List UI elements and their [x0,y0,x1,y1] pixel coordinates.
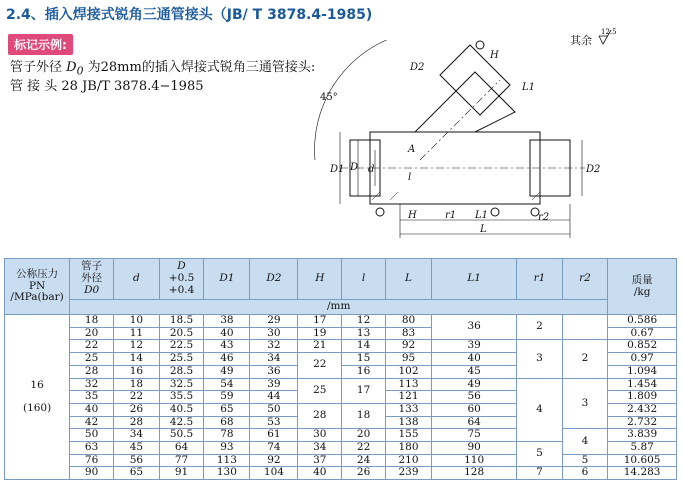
cell-L1: 40 [432,353,517,366]
cell-r1: 2 [517,315,563,340]
header-d: d [114,259,160,300]
header-r2: r2 [562,259,608,300]
cell-D1: 46 [204,353,250,366]
cell-d0: 40 [70,403,114,416]
cell-l: 16 [342,365,386,378]
cell-D: 32.5 [159,378,204,391]
cell-d0: 32 [70,378,114,391]
label-l1-bottom: L1 [475,210,489,221]
cell-D1: 43 [204,340,250,353]
cell-d0: 28 [70,365,114,378]
cell-mass: 0.97 [608,353,677,366]
table-row [5,340,677,353]
cell-D1: 93 [204,442,250,455]
cell-d0: 50 [70,429,114,442]
label-l: l [408,172,412,183]
cell-d: 22 [114,391,160,404]
table-row [5,467,677,480]
cell-L: 133 [385,403,431,416]
header-L1: L1 [432,259,517,300]
header-H: H [298,259,342,300]
cell-mass: 14.283 [608,467,677,480]
cell-d0: 20 [70,327,114,340]
cell-D2: 50 [250,403,298,416]
cell-l: 22 [342,442,386,455]
cell-L1: 39 [432,340,517,353]
cell-H: 37 [298,454,342,467]
spec-table [4,258,677,480]
cell-l: 13 [342,327,386,340]
cell-D2: 29 [250,315,298,328]
cell-D2: 32 [250,340,298,353]
label-h-top: H [490,50,499,61]
cell-D1: 59 [204,391,250,404]
cell-D: 91 [159,467,204,480]
cell-D: 22.5 [159,340,204,353]
example-sub: 0 [76,64,84,78]
cell-l: 17 [342,378,386,403]
cell-L: 210 [385,454,431,467]
table-row [5,378,677,391]
cell-l: 12 [342,315,386,328]
cell-d0: 25 [70,353,114,366]
cell-d: 56 [114,454,160,467]
cell-D: 40.5 [159,403,204,416]
roughness-label: 其余 [570,34,592,47]
cell-d0: 22 [70,340,114,353]
cell-mass: 2.732 [608,416,677,429]
cell-D2: 39 [250,378,298,391]
cell-d: 45 [114,442,160,455]
label-angle: 45° [320,92,338,103]
cell-H: 34 [298,442,342,455]
cell-L: 138 [385,416,431,429]
cell-D: 20.5 [159,327,204,340]
cell-r2: 4 [562,429,608,454]
cell-D2: 34 [250,353,298,366]
cell-L: 83 [385,327,431,340]
label-d: D [350,162,359,173]
cell-D2: 36 [250,365,298,378]
cell-d0: 63 [70,442,114,455]
cell-D2: 92 [250,454,298,467]
cell-L: 95 [385,353,431,366]
cell-D2: 104 [250,467,298,480]
cell-mass: 1.809 [608,391,677,404]
cell-d: 11 [114,327,160,340]
cell-L1: 45 [432,365,517,378]
cell-L: 102 [385,365,431,378]
cell-L: 113 [385,378,431,391]
cell-D1: 113 [204,454,250,467]
cell-r2-empty [562,315,608,340]
cell-r1: 4 [517,378,563,442]
cell-D: 18.5 [159,315,204,328]
cell-D1: 38 [204,315,250,328]
header-r1: r1 [517,259,563,300]
label-d2-top: D2 [410,62,425,73]
label-l-bottom: L [480,224,487,235]
header-d0: 管子 外径 D0 [70,259,114,300]
cell-L1: 56 [432,391,517,404]
cell-d: 34 [114,429,160,442]
cell-d0: 90 [70,467,114,480]
example-suffix: 为28mm的插入焊接式锐角三通管接头: [87,60,316,75]
section-title: 2.4、插入焊接式锐角三通管接头（JB/ T 3878.4-1985) [6,7,373,23]
cell-L1: 128 [432,467,517,480]
cell-L1: 60 [432,403,517,416]
header-mass: 质量 /kg [608,259,677,315]
cell-d: 12 [114,340,160,353]
cell-l: 24 [342,454,386,467]
cell-D1: 49 [204,365,250,378]
label-l1-top: L1 [522,82,536,93]
label-d2-right: D2 [586,164,600,175]
cell-H: 28 [298,403,342,428]
header-D1: D1 [204,259,250,300]
cell-D2: 74 [250,442,298,455]
cell-d: 14 [114,353,160,366]
cell-L: 92 [385,340,431,353]
header-unit-mm: /mm [70,300,608,315]
table-row [5,429,677,442]
cell-l: 14 [342,340,386,353]
header-pn: 公称压力 PN /MPa(bar) [5,259,70,315]
cell-d0: 76 [70,454,114,467]
cell-L: 121 [385,391,431,404]
cell-D1: 65 [204,403,250,416]
cell-d0: 18 [70,315,114,328]
cell-l: 18 [342,403,386,428]
example-line-2: 管 接 头 28 JB/T 3878.4−1985 [10,79,204,94]
pn-value: 16 (160) [5,315,70,480]
cell-r2: 5 [562,454,608,467]
cell-mass: 1.454 [608,378,677,391]
cell-L1: 36 [432,315,517,340]
cell-D: 28.5 [159,365,204,378]
header-L: L [385,259,431,300]
cell-H: 17 [298,315,342,328]
cell-d0: 35 [70,391,114,404]
cell-d0: 42 [70,416,114,429]
cell-D2: 61 [250,429,298,442]
cell-D1: 130 [204,467,250,480]
cell-L1: 90 [432,442,517,455]
cell-d: 18 [114,378,160,391]
cell-r1: 5 [517,442,563,467]
label-small-d: d [368,164,375,175]
cell-L: 180 [385,442,431,455]
cell-l: 15 [342,353,386,366]
cell-mass: 1.094 [608,365,677,378]
cell-r1: 7 [517,467,563,480]
cell-L1: 75 [432,429,517,442]
cell-D1: 54 [204,378,250,391]
cell-D: 25.5 [159,353,204,366]
cell-H: 25 [298,378,342,403]
cell-mass: 0.67 [608,327,677,340]
cell-D1: 78 [204,429,250,442]
cell-d: 26 [114,403,160,416]
header-D: D +0.5 +0.4 [159,259,204,300]
cell-D2: 30 [250,327,298,340]
cell-L: 239 [385,467,431,480]
fitting-drawing [300,40,600,250]
cell-d: 16 [114,365,160,378]
cell-d: 10 [114,315,160,328]
cell-r2: 3 [562,378,608,429]
cell-d: 28 [114,416,160,429]
cell-D2: 53 [250,416,298,429]
marking-example-badge: 标记示例: [8,34,73,55]
roughness-value: 12.5 [601,28,617,36]
table-row [5,454,677,467]
label-d1: D1 [330,164,345,175]
cell-D: 77 [159,454,204,467]
cell-mass: 0.586 [608,315,677,328]
cell-l: 20 [342,429,386,442]
cell-D1: 40 [204,327,250,340]
cell-H: 30 [298,429,342,442]
cell-L1: 49 [432,378,517,391]
table-row [5,315,677,328]
cell-L1: 64 [432,416,517,429]
cell-L: 80 [385,315,431,328]
cell-H: 21 [298,340,342,353]
cell-r2: 2 [562,340,608,378]
label-r1: r1 [445,210,457,221]
cell-L1: 110 [432,454,517,467]
example-prefix: 管子外径 [10,60,63,75]
cell-D: 50.5 [159,429,204,442]
cell-D: 35.5 [159,391,204,404]
cell-d: 65 [114,467,160,480]
cell-mass: 3.839 [608,429,677,442]
cell-D1: 68 [204,416,250,429]
cell-L: 155 [385,429,431,442]
cell-mass: 2.432 [608,403,677,416]
cell-D: 42.5 [159,416,204,429]
label-r2: r2 [538,212,550,223]
label-h-bottom: H [408,210,417,221]
cell-mass: 0.852 [608,340,677,353]
cell-H: 40 [298,467,342,480]
cell-mass: 5.87 [608,442,677,455]
label-a: A [408,144,416,155]
example-symbol: D [66,60,77,75]
cell-H: 19 [298,327,342,340]
cell-D2: 44 [250,391,298,404]
header-D2: D2 [250,259,298,300]
header-l: l [342,259,386,300]
cell-D: 64 [159,442,204,455]
cell-r1: 3 [517,340,563,378]
cell-mass: 10.605 [608,454,677,467]
cell-r2: 6 [562,467,608,480]
cell-l: 26 [342,467,386,480]
cell-H: 22 [298,353,342,378]
